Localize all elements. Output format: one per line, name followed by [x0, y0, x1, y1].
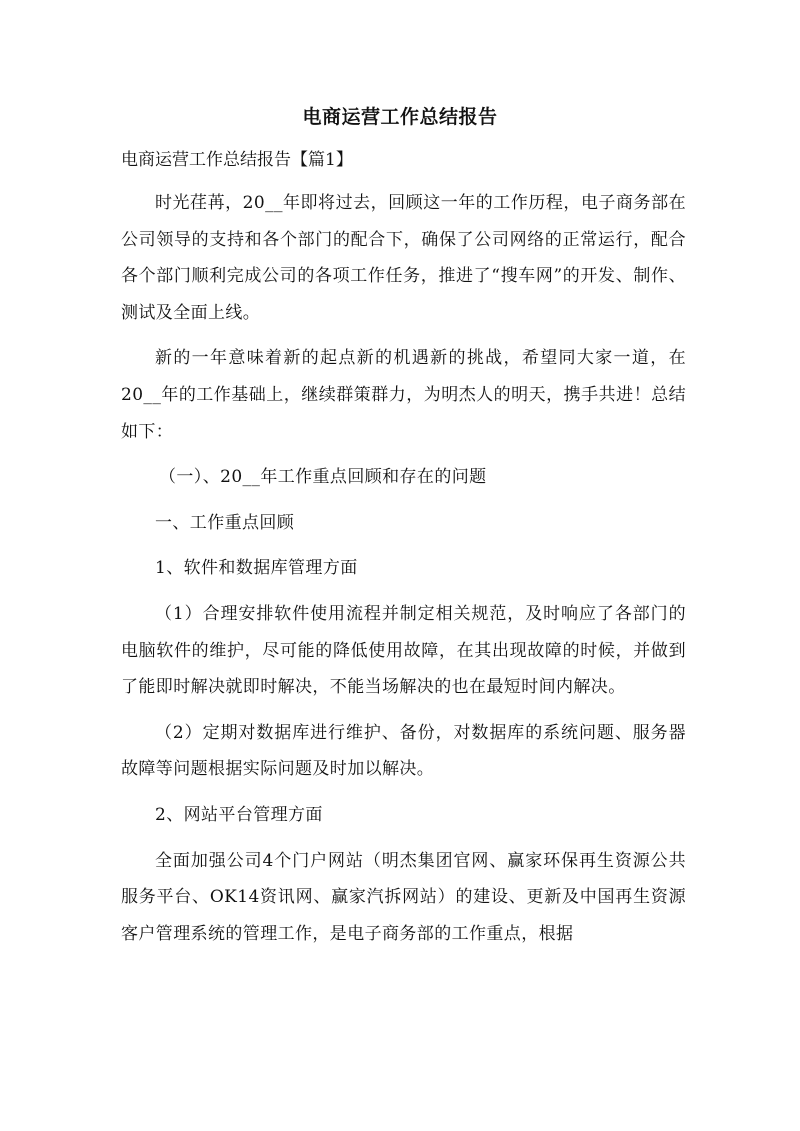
- paragraph-software-maintenance: （1）合理安排软件使用流程并制定相关规范，及时响应了各部门的电脑软件的维护，尽可能的降低使用故障，在其出现故障的时候，并做到了能即时解决就即时解决，不能当场解决的也在最短时间内解决。: [121, 603, 686, 698]
- section-heading-review: （一）、20__年工作重点回顾和存在的问题: [159, 467, 487, 488]
- paragraph-database-maintenance: （2）定期对数据库进行维护、备份，对数据库的系统问题、服务器故障等问题根据实际问题及时加以解决。: [121, 722, 686, 780]
- document-subtitle: 电商运营工作总结报告【篇1】: [121, 150, 353, 170]
- subsection-heading-key-points: 一、工作重点回顾: [155, 512, 295, 533]
- document-title: 电商运营工作总结报告: [302, 106, 498, 128]
- subsection-heading-software-database: 1、软件和数据库管理方面: [155, 558, 358, 579]
- subsection-heading-website-platform: 2、网站平台管理方面: [155, 804, 323, 825]
- paragraph-website-management: 全面加强公司4个门户网站（明杰集团官网、赢家环保再生资源公共服务平台、OK14资讯网、赢家汽拆网站）的建设、更新及中国再生资源客户管理系统的管理工作，是电子商务部的工作重点，根据: [121, 850, 686, 944]
- paragraph-intro: 时光荏苒，20__年即将过去，回顾这一年的工作历程，电子商务部在公司领导的支持和各个部门的配合下，确保了公司网络的正常运行，配合各个部门顺利完成公司的各项工作任务，推进了“搜车网”的开发、制作、测试及全面上线。: [121, 193, 686, 323]
- paragraph-new-year: 新的一年意味着新的起点新的机遇新的挑战，希望同大家一道，在20__年的工作基础上，继续群策群力，为明杰人的明天，携手共进！总结如下：: [121, 348, 686, 442]
- document-body: [121, 185, 686, 961]
